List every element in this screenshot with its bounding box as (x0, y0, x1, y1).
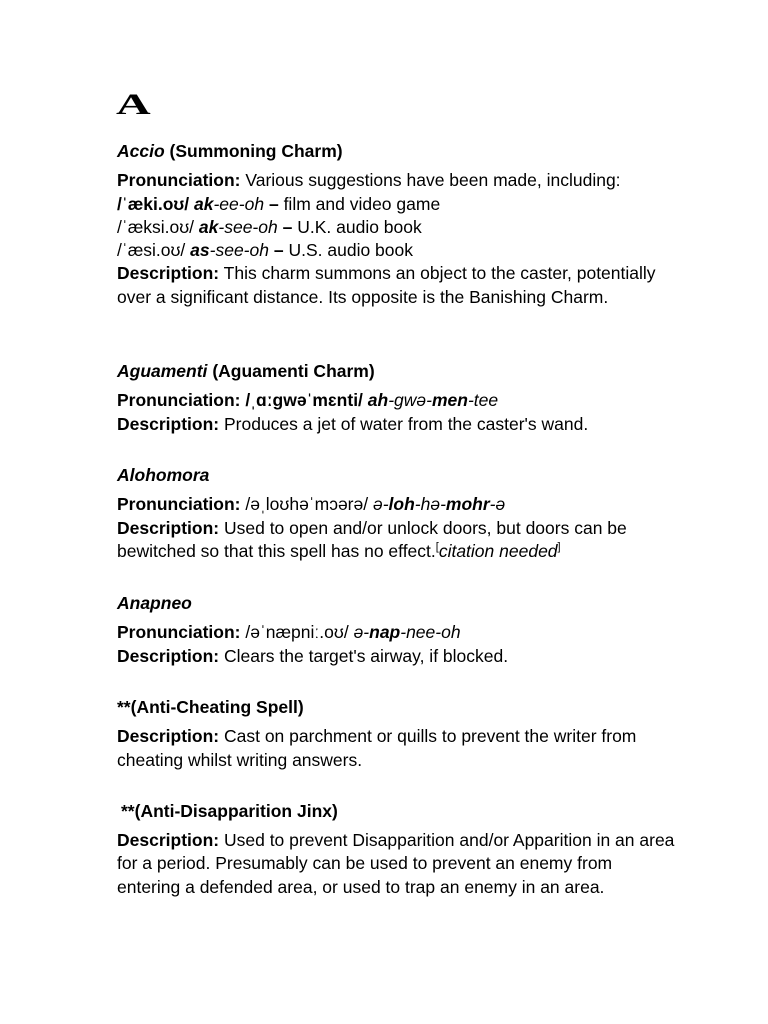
description-text: Used to prevent Disapparition and/or Apparition in an area for a period. Presumably can be used to prevent an enemy from entering a defended area, or used to trap an enemy in an area. (117, 830, 675, 897)
pronunciation-line: Pronunciation: /əˌloʊhəˈmɔərə/ ə-loh-hə-mohr-ə (117, 494, 506, 515)
pronunciation-variant: /ˈæki.oʊ/ ak-ee-oh – film and video game (117, 193, 441, 214)
pronunciation-intro: Various suggestions have been made, including: (245, 170, 621, 191)
entry-anti-disapparition-body (117, 829, 677, 899)
citation-needed-link[interactable]: citation needed (438, 540, 558, 561)
entry-anti-disapparition (121, 800, 681, 829)
description-line: Description: Used to open and/or unlock doors, but doors can be bewitched so that this spell has no effect.[citation needed] (117, 517, 627, 561)
description-text: This charm summons an object to the caster, potentially over a significant distance. Its opposite is the Banishing Charm. (117, 263, 656, 307)
ipa: /ˌɑːɡwəˈmɛnti/ (245, 390, 363, 411)
citation-bracket: [ (435, 540, 439, 553)
section-letter: A (116, 88, 151, 121)
spell-name: Alohomora (117, 465, 210, 485)
description-text: Produces a jet of water from the caster's wand. (223, 413, 589, 434)
entry-title: **(Anti-Cheating Spell) (117, 697, 304, 717)
spell-name: Accio (117, 141, 165, 161)
entry-aguamenti (117, 360, 677, 436)
citation-bracket: ] (557, 540, 561, 553)
ipa: /əˌloʊhəˈmɔərə/ (245, 494, 369, 515)
description-text: Used to open and/or unlock doors, but doors can be bewitched so that this spell has no effect. (117, 517, 627, 561)
entry-anti-cheating (117, 696, 677, 772)
entry-anapneo (117, 592, 677, 668)
entry-alohomora (117, 464, 677, 563)
spell-subtitle: (Aguamenti Charm) (212, 361, 375, 381)
spell-name: Aguamenti (117, 361, 208, 381)
spell-name: Anapneo (117, 593, 192, 613)
entry-title (117, 140, 677, 163)
ipa: /əˈnæpniː.oʊ/ (245, 622, 349, 643)
description-text: Cast on parchment or quills to prevent the writer from cheating whilst writing answers. (117, 726, 637, 770)
description-line: Description: Clears the target's airway, if blocked. (117, 645, 509, 666)
pronunciation-line: Pronunciation: /ˌɑːɡwəˈmɛnti/ ah-gwə-men-tee (117, 390, 499, 411)
pronunciation-variant: /ˈæsi.oʊ/ as-see-oh – U.S. audio book (117, 240, 413, 261)
description-text: Clears the target's airway, if blocked. (223, 645, 509, 666)
spell-subtitle: (Summoning Charm) (169, 141, 343, 161)
entry-title (117, 360, 677, 383)
description-line: Description: Cast on parchment or quills to prevent the writer from cheating whilst writing answers. (117, 726, 637, 770)
entry-accio (117, 140, 677, 309)
description-line: Description: Used to prevent Disapparition and/or Apparition in an area for a period. Presumably can be used to prevent an enemy from entering a defended area, or used to trap an enemy in an area. (117, 830, 675, 897)
entry-title: **(Anti-Disapparition Jinx) (121, 801, 338, 821)
description-line: Description: This charm summons an object to the caster, potentially over a significant distance. Its opposite is the Banishing Charm. (117, 263, 656, 307)
pronunciation-variant: /ˈæksi.oʊ/ ak-see-oh – U.K. audio book (117, 216, 422, 237)
pronunciation-line: Pronunciation: /əˈnæpniː.oʊ/ ə-nap-nee-oh (117, 622, 461, 643)
description-line: Description: Produces a jet of water from the caster's wand. (117, 413, 589, 434)
pronunciation-line: Pronunciation: Various suggestions have been made, including: (117, 170, 621, 191)
